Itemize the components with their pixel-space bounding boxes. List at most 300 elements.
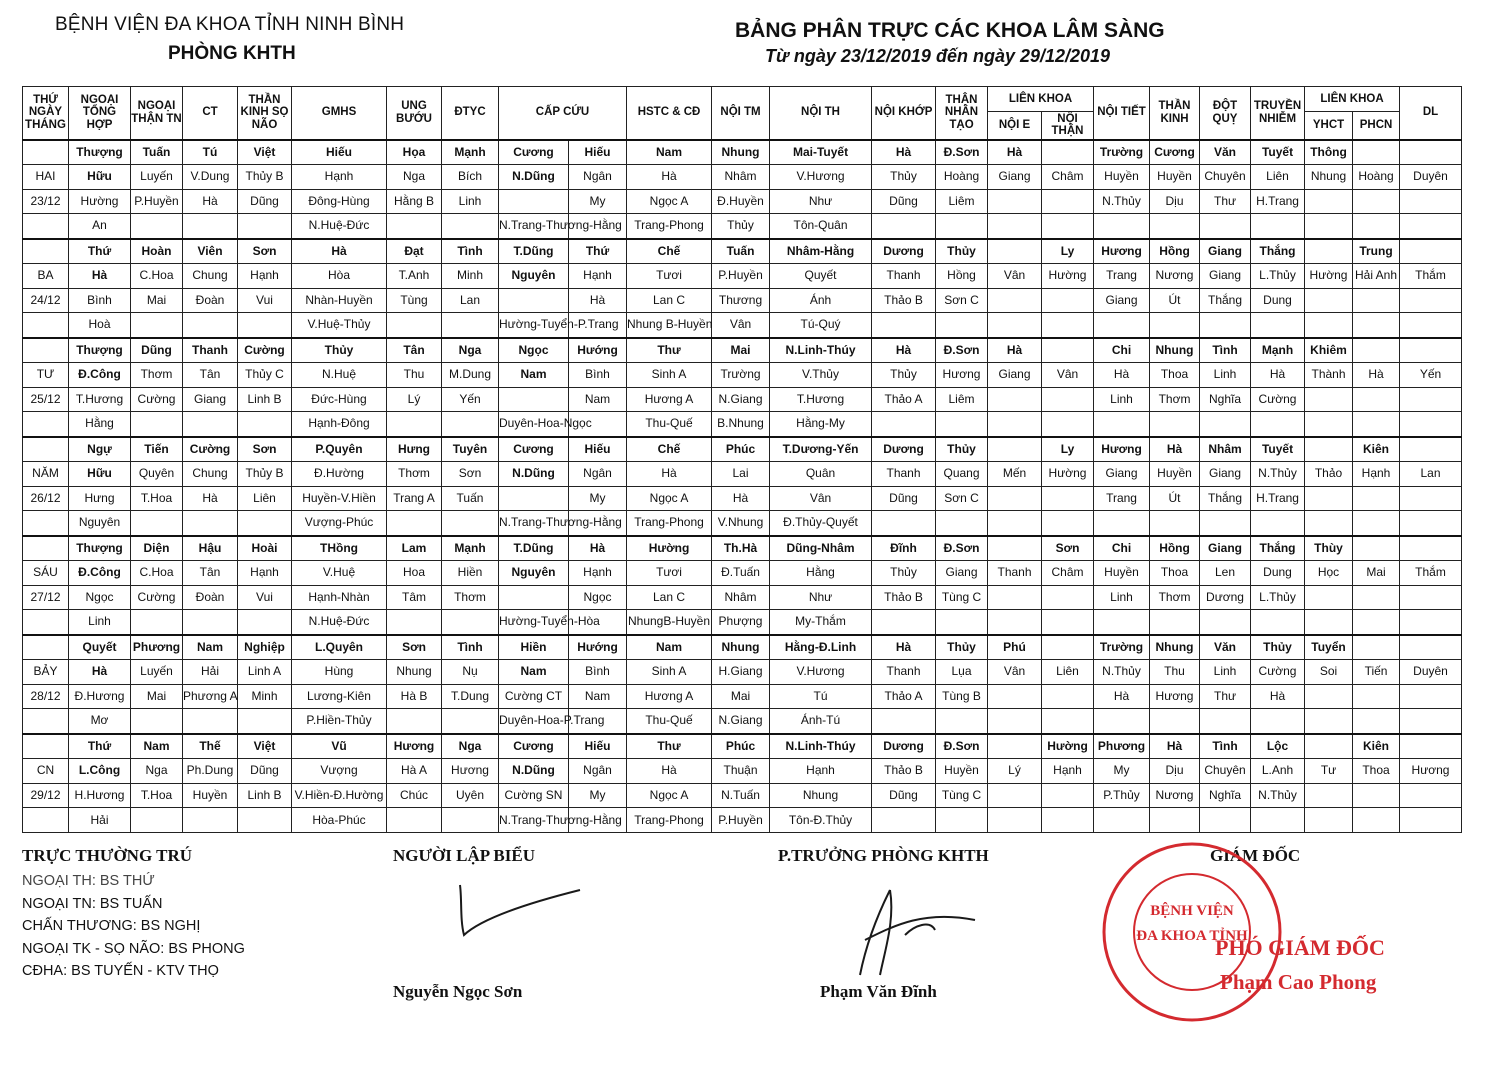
schedule-row	[23, 808, 1462, 833]
duty-cell: Trường	[1094, 140, 1150, 165]
day-cell	[23, 239, 69, 264]
duty-cell	[1042, 338, 1094, 363]
duty-cell: Yến	[1400, 362, 1462, 387]
duty-cell: Bình	[569, 362, 627, 387]
duty-cell	[988, 387, 1042, 412]
duty-cell: Cường	[1251, 387, 1305, 412]
duty-cell: Thông	[1305, 140, 1353, 165]
duty-cell: Thành	[1305, 362, 1353, 387]
duty-cell: H.Trang	[1251, 189, 1305, 214]
duty-cell: Kiên	[1353, 437, 1400, 462]
schedule-row	[23, 734, 1462, 759]
duty-cell: Nguyên	[69, 511, 131, 536]
duty-cell: Nhâm	[712, 164, 770, 189]
duty-cell: Ph.Dung	[183, 758, 238, 783]
duty-cell	[1353, 338, 1400, 363]
duty-cell: Phương	[1094, 734, 1150, 759]
header-dot-quy: ĐỘT QUỴ	[1200, 87, 1251, 140]
duty-cell: Hạnh	[292, 164, 387, 189]
duty-cell: Thanh	[183, 338, 238, 363]
duty-cell: Thủy C	[238, 362, 292, 387]
duty-cell: Trang A	[387, 486, 442, 511]
duty-cell: Lương-Kiên	[292, 684, 387, 709]
duty-cell	[1042, 610, 1094, 635]
duty-cell: Nam	[569, 387, 627, 412]
duty-cell: L.Công	[69, 758, 131, 783]
duty-cell: P.Hiền-Thủy	[292, 709, 387, 734]
duty-cell: Minh	[442, 263, 499, 288]
duty-cell: Cương	[499, 734, 569, 759]
duty-cell: Thắng	[1200, 486, 1251, 511]
duty-cell: Trang	[1094, 486, 1150, 511]
duty-cell: Thủy	[1251, 635, 1305, 660]
duty-cell: N.Tuấn	[712, 783, 770, 808]
header-ct: CT	[183, 87, 238, 140]
duty-cell: Hiếu	[569, 734, 627, 759]
duty-cell: Hoà	[69, 313, 131, 338]
duty-cell: N.Trang-Thương-Hằng	[499, 214, 569, 239]
day-cell: HAI	[23, 164, 69, 189]
duty-cell: Nam	[499, 362, 569, 387]
duty-cell: Hà	[988, 140, 1042, 165]
duty-cell: N.Trang-Thương-Hằng	[499, 808, 569, 833]
duty-cell	[988, 684, 1042, 709]
duty-cell: Yến	[442, 387, 499, 412]
duty-cell: Phượng	[712, 610, 770, 635]
duty-cell: H.Hương	[69, 783, 131, 808]
duty-cell: Dịu	[1150, 189, 1200, 214]
duty-cell: Thượng	[69, 338, 131, 363]
duty-cell: Ngọc	[499, 338, 569, 363]
duty-cell	[1094, 610, 1150, 635]
duty-cell: Vân	[770, 486, 872, 511]
duty-cell: Thanh	[872, 461, 936, 486]
duty-cell: Trang-Phong	[627, 511, 712, 536]
duty-cell	[131, 313, 183, 338]
duty-cell: My	[569, 783, 627, 808]
header-noi-khop: NỘI KHỚP	[872, 87, 936, 140]
duty-cell: Hiếu	[292, 140, 387, 165]
duty-cell: P.Quyên	[292, 437, 387, 462]
duty-cell: Trang	[1094, 263, 1150, 288]
day-cell	[23, 709, 69, 734]
duty-cell: Thủy	[872, 164, 936, 189]
duty-cell	[988, 511, 1042, 536]
hospital-stamp-icon	[1100, 840, 1285, 1025]
duty-cell: Hà	[627, 461, 712, 486]
duty-cell: N.Dũng	[499, 461, 569, 486]
duty-cell: Vân	[712, 313, 770, 338]
duty-cell: Thứ	[69, 239, 131, 264]
duty-cell: Hà	[292, 239, 387, 264]
duty-cell: Th.Hà	[712, 536, 770, 561]
svg-text:BỆNH VIỆN: BỆNH VIỆN	[1150, 903, 1234, 919]
duty-cell: Tân	[183, 560, 238, 585]
duty-cell: Lan C	[627, 288, 712, 313]
duty-cell: Mai	[712, 338, 770, 363]
duty-cell: Đ.Sơn	[936, 734, 988, 759]
duty-cell: Mạnh	[1251, 338, 1305, 363]
duty-cell: Tuấn	[442, 486, 499, 511]
duty-cell	[1305, 214, 1353, 239]
schedule-row	[23, 140, 1462, 165]
duty-cell: N.Thủy	[1251, 783, 1305, 808]
duty-cell	[872, 808, 936, 833]
duty-cell: Mạnh	[442, 536, 499, 561]
duty-cell	[1200, 511, 1251, 536]
duty-cell: Lai	[712, 461, 770, 486]
duty-cell: Bích	[442, 164, 499, 189]
duty-cell	[442, 313, 499, 338]
duty-cell: Thứ	[569, 239, 627, 264]
duty-cell: Họa	[387, 140, 442, 165]
duty-cell: Tươi	[627, 560, 712, 585]
duty-cell: My	[569, 189, 627, 214]
vice-director-title: PHÓ GIÁM ĐỐC	[1215, 935, 1385, 960]
duty-cell	[238, 808, 292, 833]
duty-cell: N.Dũng	[499, 758, 569, 783]
duty-cell	[936, 709, 988, 734]
duty-cell: Tuyết	[1251, 140, 1305, 165]
duty-cell: Cường	[131, 387, 183, 412]
schedule-row	[23, 461, 1462, 486]
duty-cell: Sinh A	[627, 362, 712, 387]
header-cap-cuu: CẤP CỨU	[499, 87, 627, 140]
schedule-row	[23, 585, 1462, 610]
duty-cell: Tuấn	[712, 239, 770, 264]
duty-cell	[131, 808, 183, 833]
duty-cell: Đ.Hường	[292, 461, 387, 486]
preparer-signature-icon	[440, 860, 600, 950]
duty-cell: Thơm	[1150, 387, 1200, 412]
duty-cell: Duyên-Hoa-Ngọc	[499, 412, 569, 437]
duty-cell: Thơm	[131, 362, 183, 387]
duty-cell: Út	[1150, 486, 1200, 511]
duty-cell: Giang	[183, 387, 238, 412]
duty-cell: Ngân	[569, 461, 627, 486]
header-truyen-nhiem: TRUYỀN NHIỄM	[1251, 87, 1305, 140]
header-dtyc: ĐTYC	[442, 87, 499, 140]
duty-cell	[988, 313, 1042, 338]
duty-cell: Nhung	[770, 783, 872, 808]
duty-cell	[872, 511, 936, 536]
duty-cell: Giang	[1094, 461, 1150, 486]
header-than-kinh-so-nao: THẦN KINH SỌ NÃO	[238, 87, 292, 140]
duty-cell	[387, 709, 442, 734]
duty-cell	[1200, 214, 1251, 239]
duty-cell	[1200, 610, 1251, 635]
duty-cell: Cương	[499, 140, 569, 165]
duty-cell	[1305, 610, 1353, 635]
duty-cell: Cường	[131, 585, 183, 610]
duty-cell	[238, 214, 292, 239]
duty-cell	[499, 585, 569, 610]
duty-cell: Hường	[1305, 263, 1353, 288]
duty-cell: Linh	[442, 189, 499, 214]
schedule-row	[23, 610, 1462, 635]
duty-cell: Uyên	[442, 783, 499, 808]
duty-cell: N.Thủy	[1094, 189, 1150, 214]
duty-cell	[988, 585, 1042, 610]
duty-cell: My	[1094, 758, 1150, 783]
duty-cell: Dung	[1251, 288, 1305, 313]
duty-cell: Linh	[69, 610, 131, 635]
duty-cell: P.Thủy	[1094, 783, 1150, 808]
duty-cell: Thư	[1200, 189, 1251, 214]
duty-cell: Lộc	[1251, 734, 1305, 759]
duty-cell: Ngân	[569, 758, 627, 783]
duty-cell: Hà	[1150, 734, 1200, 759]
duty-cell: Mai	[131, 684, 183, 709]
duty-cell: T.Hoa	[131, 486, 183, 511]
duty-cell: Soi	[1305, 659, 1353, 684]
duty-cell	[442, 412, 499, 437]
resident-title: TRỰC THƯỜNG TRÚ	[22, 846, 193, 865]
duty-cell: Thư	[627, 338, 712, 363]
duty-cell: Huyền	[1094, 164, 1150, 189]
duty-cell: Dũng	[872, 486, 936, 511]
duty-cell: Thảo B	[872, 585, 936, 610]
duty-cell: Thoa	[1150, 560, 1200, 585]
duty-cell: Thảo B	[872, 288, 936, 313]
duty-cell: Tùng C	[936, 783, 988, 808]
duty-cell: Phú	[988, 635, 1042, 660]
duty-cell: Hữu	[69, 461, 131, 486]
duty-cell: Hà	[69, 659, 131, 684]
duty-cell	[872, 610, 936, 635]
duty-cell: Thảo A	[872, 684, 936, 709]
duty-cell	[387, 808, 442, 833]
duty-cell: Ly	[1042, 437, 1094, 462]
duty-cell	[1400, 189, 1462, 214]
duty-cell: Linh B	[238, 387, 292, 412]
duty-cell: H.Trang	[1251, 486, 1305, 511]
duty-cell: Tuyển	[1305, 635, 1353, 660]
duty-cell: Vượng-Phúc	[292, 511, 387, 536]
duty-cell: Hiền	[442, 560, 499, 585]
duty-cell: Thủy	[936, 635, 988, 660]
duty-cell: Mai	[131, 288, 183, 313]
day-cell	[23, 536, 69, 561]
duty-cell: Tùng C	[936, 585, 988, 610]
header-noi-tiet: NỘI TIẾT	[1094, 87, 1150, 140]
duty-cell: Dũng	[872, 189, 936, 214]
duty-cell: Trang-Phong	[627, 214, 712, 239]
duty-cell: Thắng	[1200, 288, 1251, 313]
duty-cell: Tiến	[1353, 659, 1400, 684]
date-range: Từ ngày 23/12/2019 đến ngày 29/12/2019	[765, 46, 1111, 66]
duty-cell	[499, 486, 569, 511]
header-noi-than: NỘI THẬN	[1042, 112, 1094, 140]
duty-cell	[936, 808, 988, 833]
resident-line: CĐHA: BS TUYẾN - KTV THỌ	[22, 963, 219, 979]
duty-cell: Thủy B	[238, 461, 292, 486]
duty-cell: Út	[1150, 288, 1200, 313]
duty-cell: Hà	[183, 486, 238, 511]
duty-cell	[131, 709, 183, 734]
duty-cell: Linh	[1200, 659, 1251, 684]
duty-cell	[183, 709, 238, 734]
duty-cell: Chuyên	[1200, 164, 1251, 189]
duty-cell: Hà	[627, 758, 712, 783]
duty-cell	[1400, 684, 1462, 709]
schedule-row	[23, 164, 1462, 189]
duty-cell: Cường CT	[499, 684, 569, 709]
duty-cell: Cường	[238, 338, 292, 363]
duty-cell: Lam	[387, 536, 442, 561]
duty-cell	[1305, 189, 1353, 214]
duty-cell: Hà	[1251, 362, 1305, 387]
duty-cell	[936, 313, 988, 338]
duty-cell: Hạnh	[238, 560, 292, 585]
duty-cell: Đ.Huyền	[712, 189, 770, 214]
duty-cell: M.Dung	[442, 362, 499, 387]
duty-cell	[1042, 387, 1094, 412]
duty-cell: Tư	[1305, 758, 1353, 783]
duty-cell: Hà	[712, 486, 770, 511]
duty-cell: Phúc	[712, 437, 770, 462]
duty-cell: Tân	[387, 338, 442, 363]
duty-cell: Mến	[988, 461, 1042, 486]
duty-cell	[1400, 734, 1462, 759]
duty-cell	[1400, 313, 1462, 338]
duty-cell: Thủy	[872, 560, 936, 585]
duty-cell	[988, 437, 1042, 462]
duty-cell: Tôn-Đ.Thủy	[770, 808, 872, 833]
duty-cell: Sơn C	[936, 288, 988, 313]
duty-cell: Nga	[442, 338, 499, 363]
duty-cell: N.Huệ-Đức	[292, 214, 387, 239]
duty-cell: Nghĩa	[1200, 783, 1251, 808]
vice-director-name: Phạm Cao Phong	[1220, 970, 1377, 994]
day-cell: BA	[23, 263, 69, 288]
duty-cell: Quyết	[770, 263, 872, 288]
duty-cell: Dũng	[872, 783, 936, 808]
schedule-row	[23, 387, 1462, 412]
duty-cell: Linh	[1094, 585, 1150, 610]
director-title: GIÁM ĐỐC	[1210, 846, 1301, 865]
duty-cell: Nam	[131, 734, 183, 759]
duty-cell: Kiên	[1353, 734, 1400, 759]
duty-cell: Huyền	[936, 758, 988, 783]
duty-cell	[1305, 808, 1353, 833]
duty-cell: Len	[1200, 560, 1251, 585]
duty-cell: N.Huệ-Đức	[292, 610, 387, 635]
duty-cell: Hòa	[292, 263, 387, 288]
duty-cell: Phúc	[712, 734, 770, 759]
duty-cell: Lan	[1400, 461, 1462, 486]
duty-cell	[988, 486, 1042, 511]
duty-cell	[988, 536, 1042, 561]
duty-cell: T.Anh	[387, 263, 442, 288]
duty-cell: Quân	[770, 461, 872, 486]
duty-cell	[1400, 214, 1462, 239]
duty-cell: Thu-Quế	[627, 412, 712, 437]
duty-cell: Thu-Quế	[627, 709, 712, 734]
duty-cell	[387, 313, 442, 338]
header-day: THỨ NGÀY THÁNG	[23, 87, 69, 140]
preparer-title: NGƯỜI LẬP BIỂU	[393, 846, 536, 865]
schedule-body	[23, 140, 1462, 833]
duty-cell: P.Huyền	[131, 189, 183, 214]
resident-line: NGOẠI TH: BS THỨ	[22, 873, 155, 889]
duty-cell: Thủy	[292, 338, 387, 363]
duty-cell: Hà	[1251, 684, 1305, 709]
duty-cell: Ngọc	[69, 585, 131, 610]
day-cell	[23, 734, 69, 759]
duty-cell: Sơn	[387, 635, 442, 660]
duty-cell: Dũng	[238, 189, 292, 214]
duty-cell: Tôn-Quân	[770, 214, 872, 239]
duty-cell: Huyền	[1150, 164, 1200, 189]
duty-cell: Liên	[1251, 164, 1305, 189]
duty-cell	[1042, 635, 1094, 660]
duty-cell: L.Anh	[1251, 758, 1305, 783]
duty-cell: Liên	[1042, 659, 1094, 684]
duty-cell: Chế	[627, 239, 712, 264]
duty-cell: T.Hương	[770, 387, 872, 412]
duty-cell: Thắm	[1400, 263, 1462, 288]
duty-cell: Châm	[1042, 560, 1094, 585]
duty-cell: H.Giang	[712, 659, 770, 684]
duty-cell: Liêm	[936, 387, 988, 412]
schedule-row	[23, 189, 1462, 214]
duty-cell: Hà	[569, 288, 627, 313]
duty-cell: Dương	[872, 734, 936, 759]
duty-cell: Hà A	[387, 758, 442, 783]
duty-cell	[1400, 338, 1462, 363]
schedule-row	[23, 214, 1462, 239]
duty-cell: Chi	[1094, 338, 1150, 363]
day-cell	[23, 808, 69, 833]
duty-cell: N.Thủy	[1094, 659, 1150, 684]
duty-cell	[1305, 734, 1353, 759]
duty-cell	[988, 412, 1042, 437]
duty-cell	[442, 511, 499, 536]
duty-cell	[1094, 511, 1150, 536]
duty-cell: Giang	[988, 362, 1042, 387]
duty-cell: Ánh-Tú	[770, 709, 872, 734]
duty-cell: Nụ	[442, 659, 499, 684]
duty-cell: Mạnh	[442, 140, 499, 165]
duty-cell: Sinh A	[627, 659, 712, 684]
duty-cell: Hà	[1150, 437, 1200, 462]
header-noi-th: NỘI TH	[770, 87, 872, 140]
duty-cell: Thảo	[1305, 461, 1353, 486]
duty-cell	[1305, 486, 1353, 511]
duty-cell: Vân	[1042, 362, 1094, 387]
duty-cell: Tuấn	[131, 140, 183, 165]
duty-cell: Sơn	[1042, 536, 1094, 561]
duty-cell: Chung	[183, 263, 238, 288]
duty-cell	[1400, 511, 1462, 536]
duty-cell: Tươi	[627, 263, 712, 288]
duty-cell: Nhung	[712, 635, 770, 660]
duty-cell: Hường	[1042, 263, 1094, 288]
duty-cell: Huyền	[183, 783, 238, 808]
duty-cell: Việt	[238, 140, 292, 165]
duty-cell	[1305, 288, 1353, 313]
day-cell: 27/12	[23, 585, 69, 610]
duty-cell: Đ.Sơn	[936, 338, 988, 363]
duty-cell: Thủy	[872, 362, 936, 387]
duty-cell: C.Hoa	[131, 560, 183, 585]
duty-cell: Nghiệp	[238, 635, 292, 660]
duty-cell: Tú	[770, 684, 872, 709]
duty-cell	[1042, 189, 1094, 214]
duty-cell: C.Hoa	[131, 263, 183, 288]
day-cell	[23, 313, 69, 338]
